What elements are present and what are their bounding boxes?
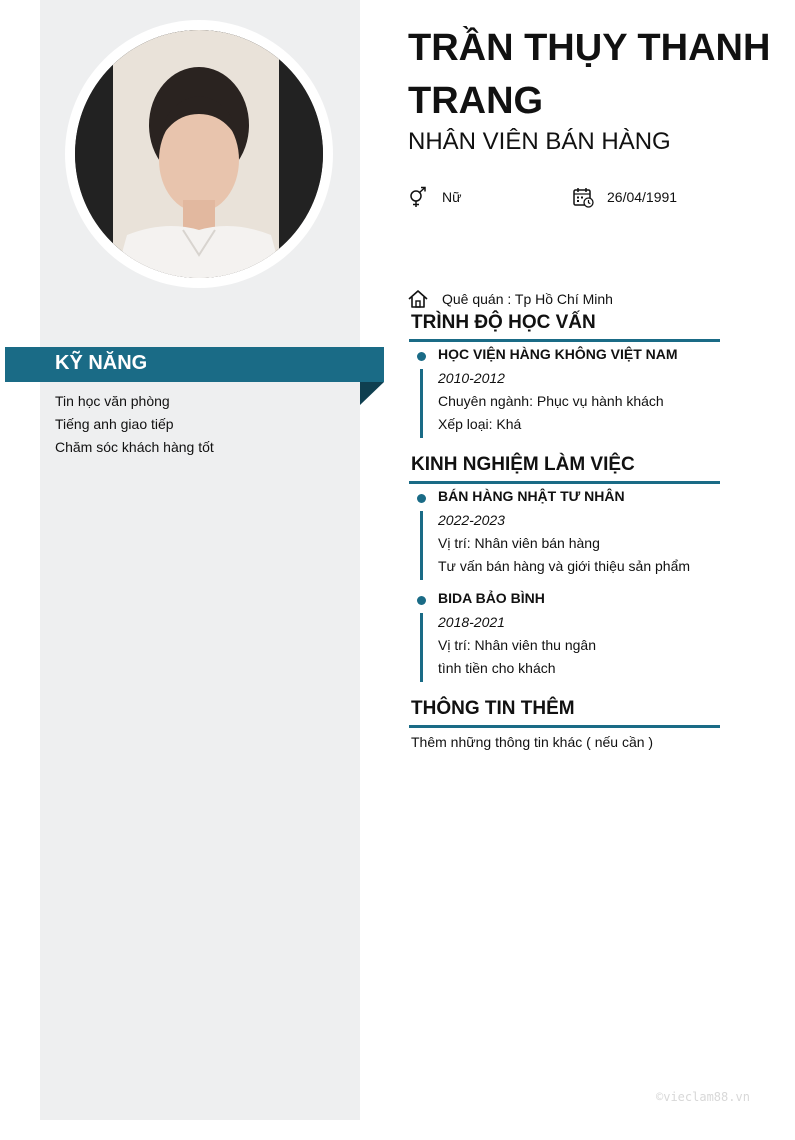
education-period: 2010-2012 bbox=[438, 370, 505, 386]
calendar-icon bbox=[572, 186, 594, 208]
experience-detail: Vị trí: Nhân viên bán hàng bbox=[438, 535, 600, 551]
education-org: HỌC VIỆN HÀNG KHÔNG VIỆT NAM bbox=[438, 346, 678, 362]
experience-period: 2018-2021 bbox=[438, 614, 505, 630]
more-info-rule bbox=[409, 725, 720, 728]
experience-title: KINH NGHIỆM LÀM VIỆC bbox=[411, 454, 635, 475]
skill-item: Chăm sóc khách hàng tốt bbox=[55, 439, 214, 455]
experience-rule bbox=[409, 481, 720, 484]
full-name: TRẦN THỤY THANH TRANG bbox=[408, 27, 771, 122]
job-title: NHÂN VIÊN BÁN HÀNG bbox=[408, 128, 671, 155]
experience-entry bbox=[411, 590, 731, 682]
hometown-info bbox=[407, 288, 613, 310]
skills-title: KỸ NĂNG bbox=[55, 352, 148, 374]
education-rule bbox=[409, 339, 720, 342]
education-detail: Chuyên ngành: Phục vụ hành khách bbox=[438, 393, 664, 409]
avatar-photo bbox=[75, 30, 323, 278]
education-entry bbox=[411, 346, 731, 438]
timeline-dot bbox=[417, 494, 426, 503]
timeline-dot bbox=[417, 352, 426, 361]
watermark: ©vieclam88.vn bbox=[656, 1090, 750, 1104]
experience-period: 2022-2023 bbox=[438, 512, 505, 528]
timeline-bar bbox=[420, 369, 423, 438]
dob-info bbox=[572, 186, 677, 208]
home-icon bbox=[407, 288, 429, 310]
timeline-dot bbox=[417, 596, 426, 605]
avatar bbox=[75, 30, 323, 278]
timeline-bar bbox=[420, 511, 423, 580]
gender-icon bbox=[407, 186, 429, 208]
hometown-value: Quê quán : Tp Hồ Chí Minh bbox=[442, 291, 613, 307]
skills-banner-fold bbox=[360, 382, 384, 405]
gender-info bbox=[407, 186, 461, 208]
timeline-bar bbox=[420, 613, 423, 682]
experience-detail: Vị trí: Nhân viên thu ngân bbox=[438, 637, 596, 653]
skill-item: Tiếng anh giao tiếp bbox=[55, 416, 174, 432]
dob-value: 26/04/1991 bbox=[607, 189, 678, 205]
skills-list bbox=[55, 390, 355, 459]
experience-org: BÁN HÀNG NHẬT TƯ NHÂN bbox=[438, 488, 625, 504]
more-info-text: Thêm những thông tin khác ( nếu cần ) bbox=[411, 734, 654, 750]
more-info-title: THÔNG TIN THÊM bbox=[411, 698, 575, 719]
education-title: TRÌNH ĐỘ HỌC VẤN bbox=[411, 312, 596, 333]
gender-value: Nữ bbox=[442, 189, 462, 205]
experience-entry bbox=[411, 488, 731, 580]
experience-detail: tình tiền cho khách bbox=[438, 660, 556, 676]
experience-org: BIDA BẢO BÌNH bbox=[438, 590, 545, 606]
experience-detail: Tư vấn bán hàng và giới thiệu sản phẩm bbox=[438, 558, 691, 574]
skill-item: Tin học văn phòng bbox=[55, 393, 170, 409]
education-detail: Xếp loại: Khá bbox=[438, 416, 522, 432]
